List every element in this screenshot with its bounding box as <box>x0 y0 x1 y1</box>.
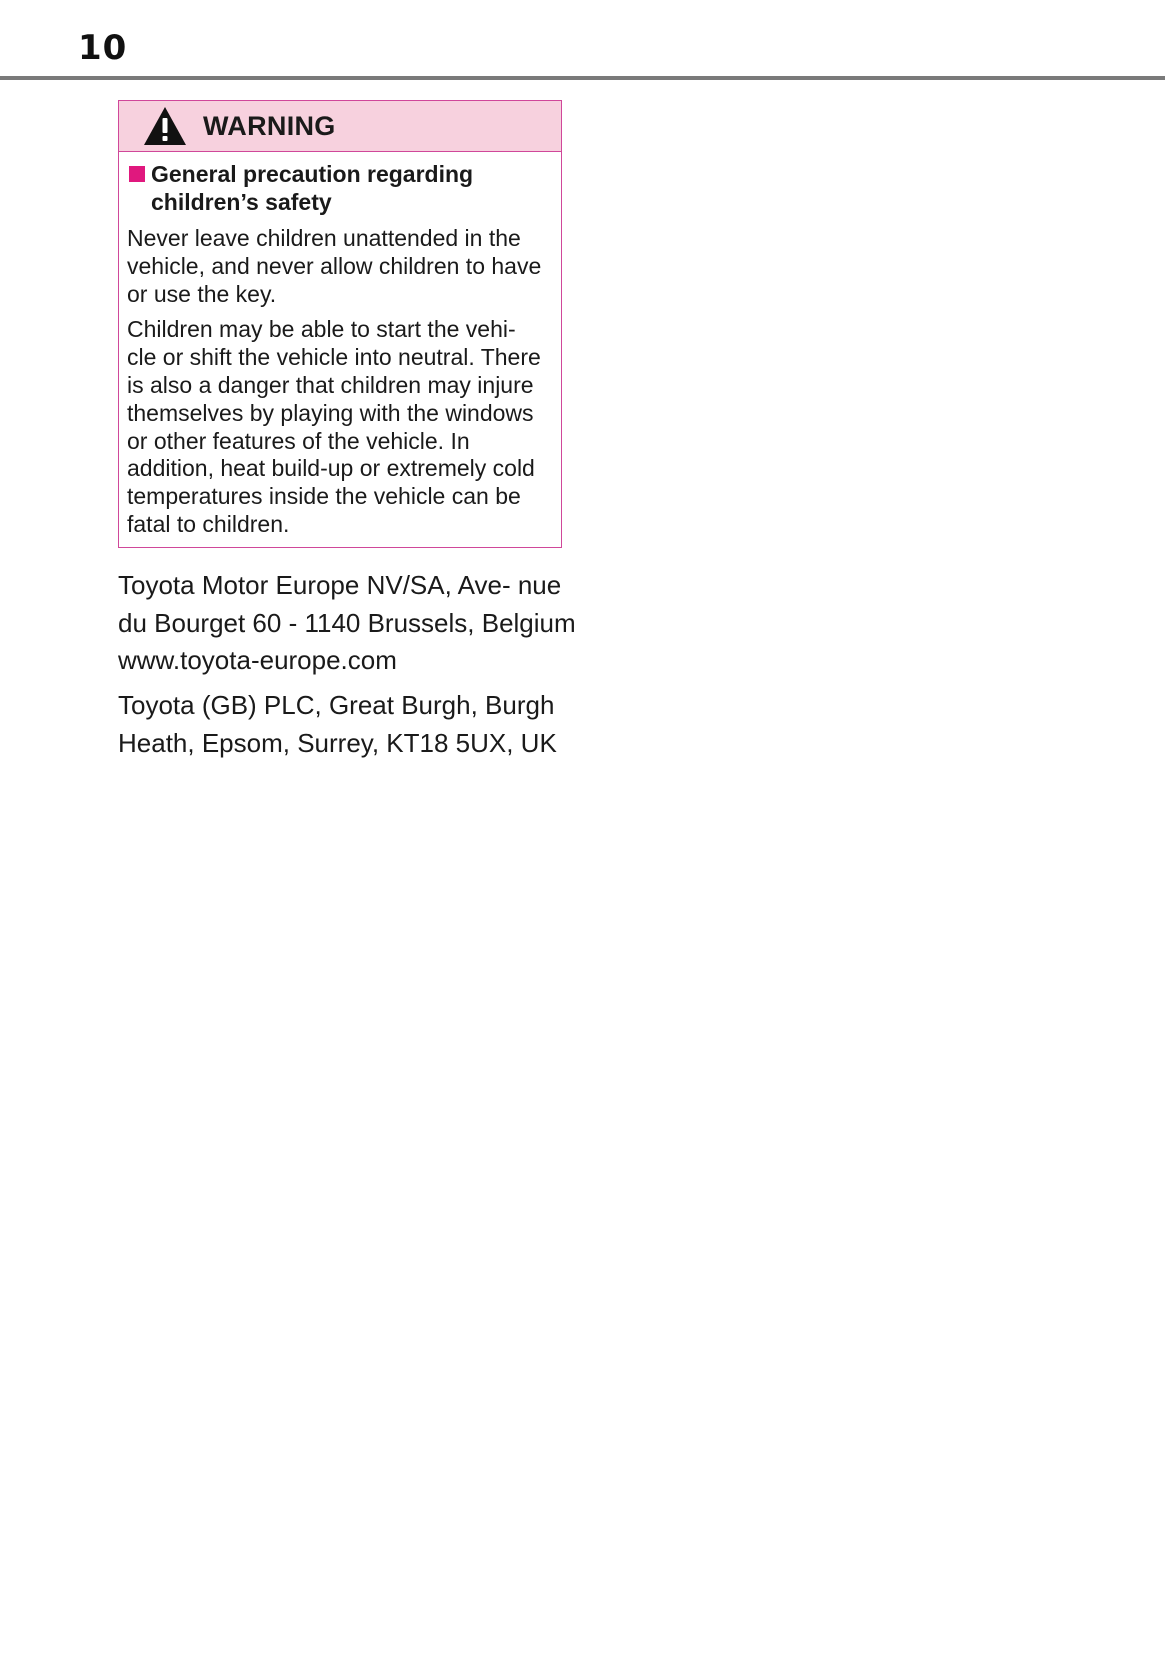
warning-body <box>119 152 561 539</box>
warning-title: WARNING <box>203 110 336 141</box>
warning-subheading <box>127 160 551 216</box>
bullet-square-icon <box>129 166 145 182</box>
warning-box <box>118 100 562 548</box>
warning-triangle-icon <box>142 105 188 147</box>
address-europe: Toyota Motor Europe NV/SA, Ave- nue du Bourget 60 - 1140 Brussels, Belgium www.toyota-europe.com <box>118 570 576 675</box>
page-number: 10 <box>78 28 128 68</box>
warning-header <box>119 101 561 152</box>
header-rule <box>0 76 1165 80</box>
warning-subheading-text: General precaution regarding children’s safety <box>151 161 474 215</box>
warning-paragraph-1: Never leave children unattended in the vehicle, and never allow children to have or use the key. <box>127 225 542 307</box>
warning-paragraph-2: Children may be able to start the vehi- cle or shift the vehicle into neutral. There is also a danger that children may injure themselves by playing with the windows or other features of the vehicle. In addition, heat build-up or extremely cold temperatures inside the vehicle can be fatal to children. <box>127 316 541 537</box>
address-gb: Toyota (GB) PLC, Great Burgh, Burgh Heath, Epsom, Surrey, KT18 5UX, UK <box>118 690 557 758</box>
